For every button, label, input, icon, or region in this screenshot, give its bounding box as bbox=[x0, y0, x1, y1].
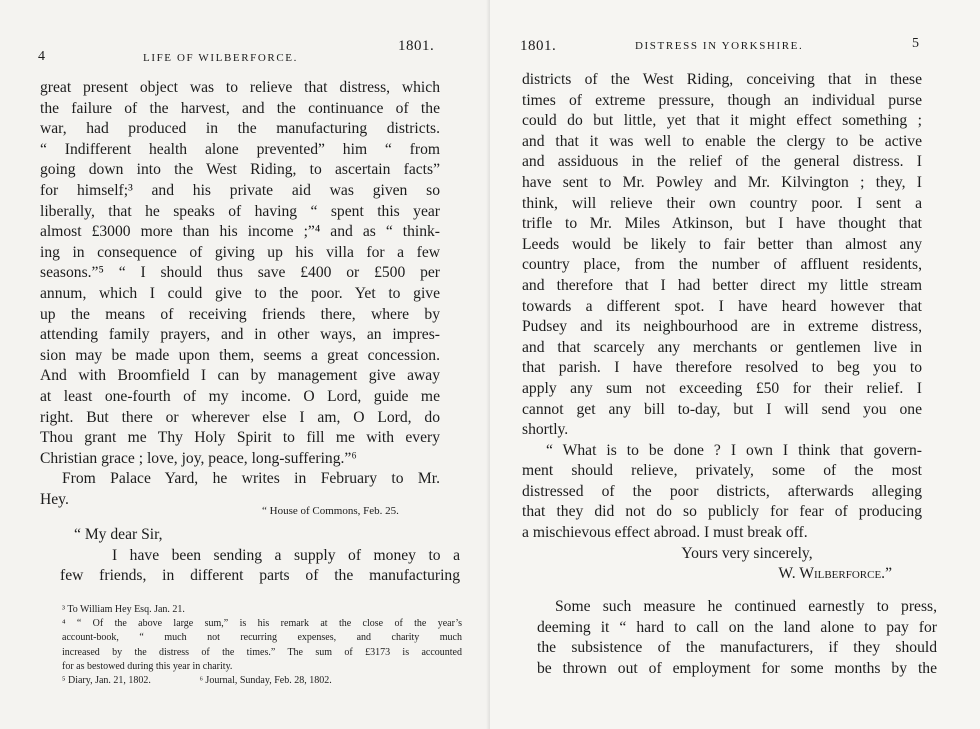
text-line: Hey. bbox=[40, 490, 69, 508]
footnote: ³ To William Hey Esq. Jan. 21. bbox=[62, 604, 185, 615]
text-line: shortly. bbox=[522, 421, 569, 439]
text-line: liberally, that he speaks of having “ spent this year bbox=[40, 202, 440, 220]
salutation: “ My dear Sir, bbox=[74, 526, 163, 543]
text-line: up the means of receiving friends there, where by bbox=[40, 305, 440, 323]
footnotes bbox=[62, 603, 462, 688]
footnote-pair bbox=[62, 674, 462, 688]
text-line: I have been sending a supply of money to a bbox=[112, 546, 460, 564]
text-line: ment should relieve, privately, some of the most bbox=[522, 462, 922, 480]
text-line: the subsistence of the manufacturers, if they should bbox=[537, 639, 937, 657]
footnote: for as bestowed during this year in charity. bbox=[62, 660, 233, 672]
footnote: ⁶ Journal, Sunday, Feb. 28, 1802. bbox=[199, 675, 332, 687]
text-line: annum, which I could give to the poor. Yet to give bbox=[40, 284, 440, 302]
text-line: have sent to Mr. Powley and Mr. Kilvington ; they, I bbox=[522, 173, 922, 191]
text-line: From Palace Yard, he writes in February to Mr. bbox=[62, 470, 440, 488]
text-line: that they did not do so publicly for fear of producing bbox=[522, 503, 922, 521]
left-paragraph bbox=[40, 78, 440, 510]
text-line: Thou grant me Thy Holy Spirit to fill me with every bbox=[40, 429, 440, 447]
text-line: and that it was well to enable the clergy to be active bbox=[522, 132, 922, 150]
text-line: trifle to Mr. Miles Atkinson, but I have thought that bbox=[522, 215, 922, 233]
text-line: apply any sum not exceeding £50 for their relief. I bbox=[522, 379, 922, 397]
text-line: Christian grace ; love, joy, peace, long-suffering.”⁶ bbox=[40, 449, 357, 467]
text-line: deeming it “ hard to call on the land alone to pay for bbox=[537, 618, 937, 636]
right-paragraph bbox=[522, 70, 922, 585]
text-line: Leeds would be likely to fair better than almost any bbox=[522, 235, 922, 253]
text-line: attending family prayers, and in other ways, an impres- bbox=[40, 326, 440, 344]
text-line: right. But there or wherever else I am, O Lord, do bbox=[40, 408, 440, 426]
text-line: few friends, in different parts of the manufacturing bbox=[60, 567, 460, 585]
text-line: distressed of the poor districts, afterwards alleging bbox=[522, 482, 922, 500]
text-line: Pudsey and its neighbourhood are in extreme distress, bbox=[522, 318, 922, 336]
letter-dateline: “ House of Commons, Feb. 25. bbox=[262, 505, 399, 517]
text-line: sion may be made upon them, seems a great concession. bbox=[40, 346, 440, 364]
text-line: and assiduous in the relief of the general distress. I bbox=[522, 153, 922, 171]
text-line: could do but little, yet that it might effect something ; bbox=[522, 112, 922, 130]
footnote: ⁵ Diary, Jan. 21, 1802. bbox=[62, 675, 151, 687]
text-line: And with Broomfield I can by management give away bbox=[40, 367, 440, 385]
text-line: a mischievous effect abroad. I must break off. bbox=[522, 524, 808, 542]
right-paragraph-continued bbox=[537, 597, 937, 679]
text-line: districts of the West Riding, conceiving that in these bbox=[522, 71, 922, 88]
text-line: almost £3000 more than his income ;”⁴ and as “ think- bbox=[40, 223, 440, 241]
text-line: be thrown out of employment for some months by the bbox=[537, 659, 937, 677]
text-line: ing in consequence of giving up his villa for a few bbox=[40, 243, 440, 261]
text-line: country place, from the number of affluent residents, bbox=[522, 256, 922, 274]
letter-closing: Yours very sincerely, bbox=[681, 544, 813, 562]
text-line: cannot get any bill to-day, but I will send you one bbox=[522, 400, 922, 418]
text-line: for himself;³ and his private aid was given so bbox=[40, 181, 440, 199]
text-line: Some such measure he continued earnestly to press, bbox=[555, 598, 937, 615]
text-line: times of extreme pressure, though an individual purse bbox=[522, 91, 922, 109]
text-line: seasons.”⁵ “ I should thus save £400 or £500 per bbox=[40, 264, 440, 282]
text-line: and that scarcely any merchants or gentlemen live in bbox=[522, 338, 922, 356]
text-line: the failure of the harvest, and the continuance of the bbox=[40, 99, 440, 117]
text-line: and therefore that I had better direct my little stream bbox=[522, 276, 922, 294]
right-running-title: DISTRESS IN YORKSHIRE. bbox=[635, 40, 804, 52]
text-line: at least one-fourth of my income. O Lord, guide me bbox=[40, 387, 440, 405]
text-line: that parish. I have therefore resolved to beg you to bbox=[522, 359, 922, 377]
letter-signature: W. Wilberforce.” bbox=[778, 565, 892, 583]
text-line: going down into the West Riding, to ascertain facts” bbox=[40, 161, 440, 179]
footnote: account-book, “ much not recurring expenses, and charity much bbox=[62, 632, 462, 644]
footnote: increased by the distress of the times.” The sum of £3173 is accounted bbox=[62, 646, 462, 658]
text-line: war, had produced in the manufacturing districts. bbox=[40, 120, 440, 138]
text-line: think, will relieve their own country poor. I sent a bbox=[522, 194, 922, 212]
text-line: towards a different spot. I have heard however that bbox=[522, 297, 922, 315]
right-year: 1801. bbox=[520, 38, 557, 54]
left-year: 1801. bbox=[398, 38, 435, 54]
left-page-number: 4 bbox=[38, 49, 45, 64]
text-line: “ What is to be done ? I own I think that govern- bbox=[546, 441, 922, 459]
text-line: “ Indifferent health alone prevented” him “ from bbox=[40, 140, 440, 158]
right-page-number: 5 bbox=[912, 36, 919, 51]
right-page bbox=[490, 0, 980, 729]
text-line: great present object was to relieve that distress, which bbox=[40, 79, 440, 96]
letter-opening bbox=[60, 525, 460, 587]
left-running-title: LIFE OF WILBERFORCE. bbox=[143, 52, 298, 64]
footnote: ⁴ “ Of the above large sum,” is his remark at the close of the year’s bbox=[62, 618, 462, 630]
